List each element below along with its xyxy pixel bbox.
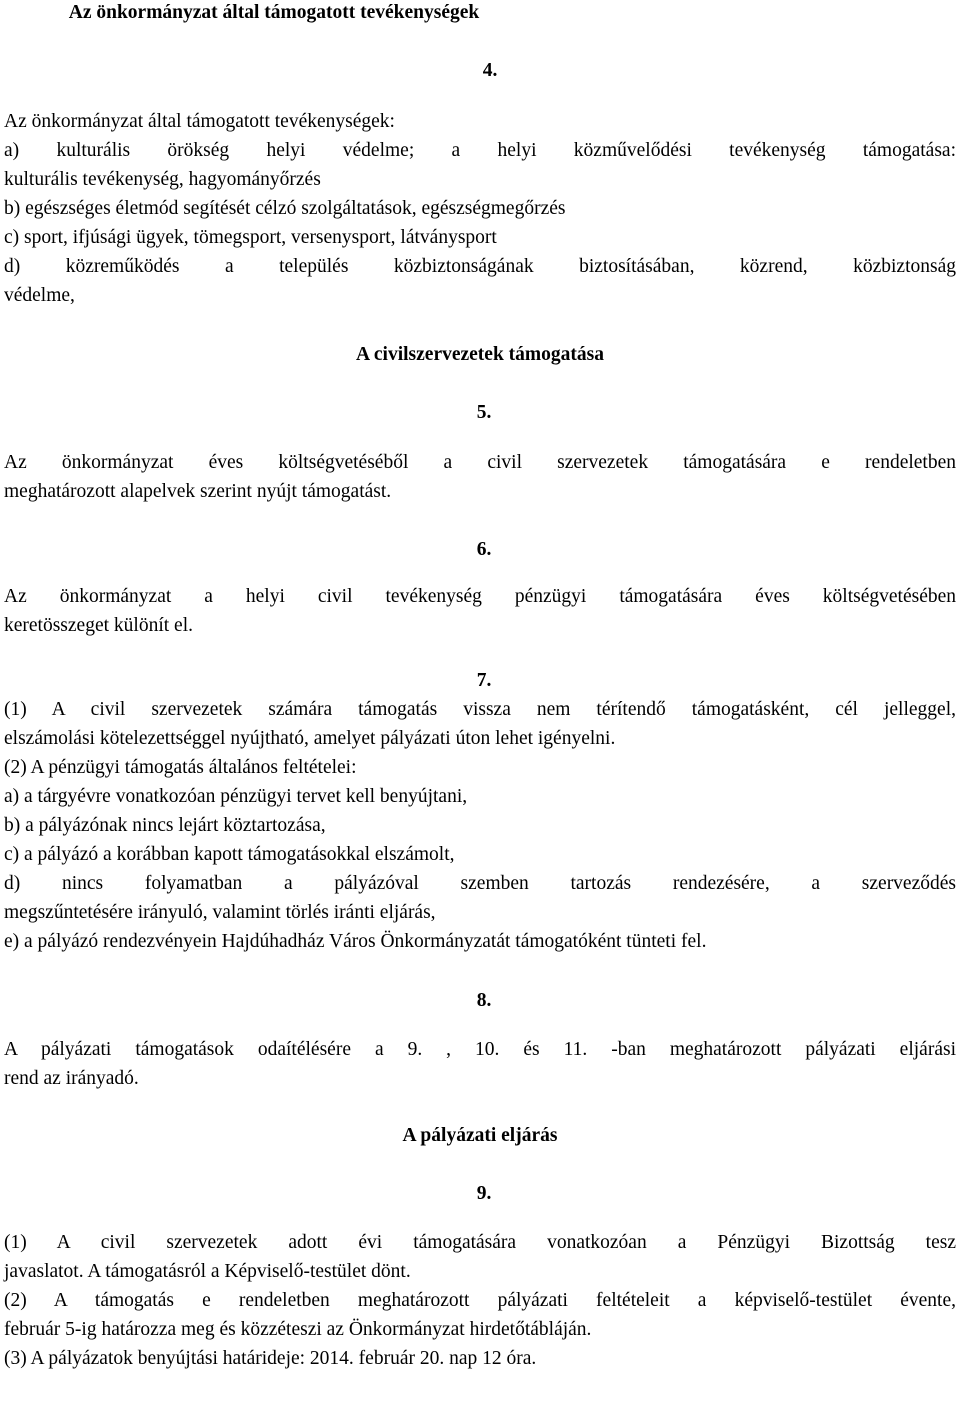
s7-d-line1: d) nincs folyamatban a pályázóval szemben tartozás rendezésére, a szerveződés — [4, 873, 956, 894]
section-7-number: 7. — [476, 670, 492, 691]
s9-p2-line2: február 5-ig határozza meg és közzéteszi az Önkormányzat hirdetőtábláján. — [4, 1319, 592, 1340]
document-page — [4, 0, 956, 1373]
s7-p1-line2: elszámolási kötelezettséggel nyújtható, amelyet pályázati úton lehet igényelni. — [4, 728, 616, 749]
s7-d-line2: megszűntetésére irányuló, valamint törlés iránti eljárás, — [4, 902, 436, 923]
s9-p1-line2: javaslatot. A támogatásról a Képviselő-testület dönt. — [4, 1261, 411, 1282]
section-6-number: 6. — [476, 539, 492, 560]
s4-b: b) egészséges életmód segítését célzó szolgáltatások, egészségmegőrzés — [4, 198, 566, 219]
s7-p2: (2) A pénzügyi támogatás általános feltételei: — [4, 757, 357, 778]
s9-p3: (3) A pályázatok benyújtási határideje: 2014. február 20. nap 12 óra. — [4, 1348, 537, 1369]
s4-a-line1: a) kulturális örökség helyi védelme; a helyi közművelődési tevékenység támogatása: — [4, 140, 956, 161]
s9-p1-line1: (1) A civil szervezetek adott évi támogatására vonatkozóan a Pénzügyi Bizottság tesz — [4, 1232, 956, 1253]
s7-b: b) a pályázónak nincs lejárt köztartozása, — [4, 815, 326, 836]
s7-e: e) a pályázó rendezvényein Hajdúhadház Város Önkormányzatát támogatóként tünteti fel. — [4, 931, 707, 952]
s5-line2: meghatározott alapelvek szerint nyújt támogatást. — [4, 481, 392, 502]
s8-line2: rend az irányadó. — [4, 1068, 139, 1089]
s7-p1-line1: (1) A civil szervezetek számára támogatás vissza nem térítendő támogatásként, cél jelleggel, — [4, 699, 956, 720]
s4-a-line2: kulturális tevékenység, hagyományőrzés — [4, 169, 321, 190]
section-5-number: 5. — [476, 402, 492, 423]
s4-d-line2: védelme, — [4, 285, 75, 306]
civil-heading: A civilszervezetek támogatása — [356, 344, 604, 365]
s4-intro: Az önkormányzat által támogatott tevékenységek: — [4, 111, 395, 132]
s6-line1: Az önkormányzat a helyi civil tevékenység pénzügyi támogatására éves költségvetésében — [4, 586, 956, 607]
top-heading: Az önkormányzat által támogatott tevékenységek — [68, 2, 480, 23]
s6-line2: keretösszeget különít el. — [4, 615, 193, 636]
s5-line1: Az önkormányzat éves költségvetéséből a civil szervezetek támogatására e rendeletben — [4, 452, 956, 473]
section-4-number: 4. — [482, 60, 498, 81]
s8-line1: A pályázati támogatások odaítélésére a 9. , 10. és 11. -ban meghatározott pályázati eljárási — [4, 1039, 956, 1060]
s9-p2-line1: (2) A támogatás e rendeletben meghatározott pályázati feltételeit a képviselő-testület évente, — [4, 1290, 956, 1311]
s7-c: c) a pályázó a korábban kapott támogatásokkal elszámolt, — [4, 844, 455, 865]
section-9-number: 9. — [476, 1183, 492, 1204]
s4-c: c) sport, ifjúsági ügyek, tömegsport, versenysport, látványsport — [4, 227, 497, 248]
s7-a: a) a tárgyévre vonatkozóan pénzügyi tervet kell benyújtani, — [4, 786, 468, 807]
eljaras-heading: A pályázati eljárás — [402, 1125, 558, 1146]
s4-d-line1: d) közreműködés a település közbiztonságának biztosításában, közrend, közbiztonság — [4, 256, 956, 277]
section-8-number: 8. — [476, 990, 492, 1011]
